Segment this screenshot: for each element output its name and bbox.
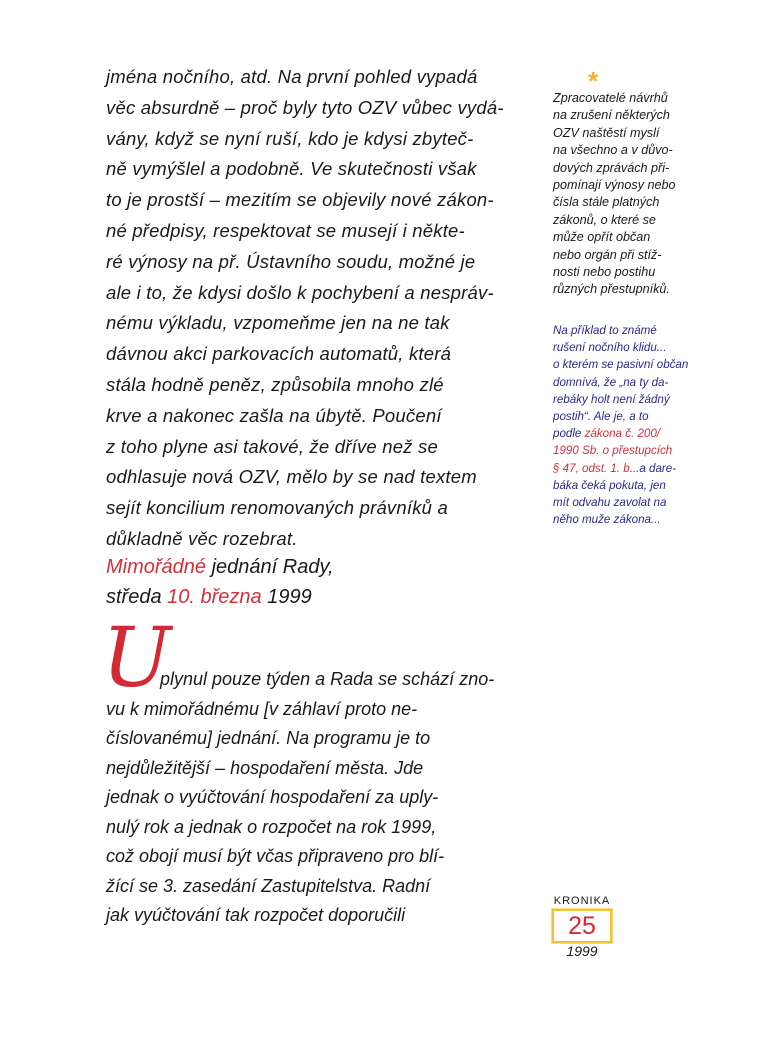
- sidenote-line: může opřít občan: [553, 230, 651, 245]
- main-text-block: [106, 62, 504, 555]
- text-line: důkladně věc rozebrat.: [106, 527, 298, 549]
- text-segment: Mimořádné: [106, 556, 207, 578]
- sidenote-line: pomínají výnosy nebo: [553, 178, 676, 193]
- text-line: žící se 3. zasedání Zastupitelstva. Radní: [106, 875, 431, 896]
- sidenote-line: čísla stále platných: [553, 195, 660, 210]
- text-segment: postih“. Ale je, a to: [553, 410, 649, 424]
- text-line: plynul pouze týden a Rada se schází zno-: [160, 669, 495, 689]
- sidenote-note-line: [553, 442, 688, 459]
- sidenote-line: dových zprávách při-: [553, 160, 670, 175]
- sidenote-line: na všechno a v důvo-: [553, 143, 673, 158]
- sidenote-note-line: [553, 356, 688, 373]
- drop-cap: U: [102, 611, 172, 706]
- sidenote-note-line: [553, 511, 688, 528]
- chronicle-year: 1999: [566, 943, 598, 959]
- section-heading: [106, 552, 334, 612]
- text-line: což obojí musí být včas připraveno pro blí-: [106, 846, 445, 866]
- text-line: jak vyúčtování tak rozpočet doporučili: [106, 905, 406, 925]
- text-line: číslovanému] jednání. Na programu je to: [106, 728, 431, 748]
- text-segment: domnívá, že „na ty da-: [553, 375, 669, 389]
- text-line: ale i to, že kdysi došlo k pochybení a nespráv-: [106, 281, 494, 303]
- text-line: vu k mimořádnému [v záhlaví proto ne-: [106, 698, 418, 719]
- text-line: ně vymýšlel a podobně. Ve skutečnosti však: [106, 158, 477, 180]
- sidenote-note-line: [553, 391, 688, 408]
- sidenote-line: OZV naštěstí myslí: [553, 125, 660, 140]
- asterisk-icon: *: [588, 66, 599, 96]
- text-segment: zákona č. 200/: [584, 427, 661, 441]
- heading-line-1: [106, 552, 334, 582]
- chronicle-label: KRONIKA: [553, 895, 611, 907]
- sidenote-block: [553, 90, 676, 299]
- sidenote-line: nosti nebo postihu: [553, 265, 656, 280]
- text-segment: středa: [106, 586, 168, 608]
- text-segment: jednání Rady,: [206, 556, 334, 578]
- sidenote-note-line: [553, 339, 688, 356]
- text-line: věc absurdně – proč byly tyto OZV vůbec vydá-: [106, 96, 504, 118]
- sidenote-line: na zrušení některých: [553, 108, 670, 123]
- text-segment: 10. března: [167, 586, 262, 608]
- page-number: 25: [552, 909, 612, 943]
- section-paragraph: [106, 665, 494, 931]
- sidenote-line: nebo orgán při stíž-: [553, 247, 662, 262]
- text-segment: 1990 Sb. o přestupcích: [553, 444, 673, 458]
- text-line: stála hodně peněz, způsobila mnoho zlé: [106, 373, 444, 395]
- text-segment: rebáky holt není žádný: [553, 392, 670, 406]
- text-segment: 1999: [261, 586, 312, 608]
- text-line: jména nočního, atd. Na první pohled vypadá: [106, 66, 478, 87]
- text-segment: rušení nočního klidu...: [553, 341, 667, 355]
- sidenote-note-line: [553, 322, 688, 339]
- sidenote-line: zákonů, o které se: [553, 212, 656, 227]
- text-line: jednak o vyúčtování hospodaření za uply-: [106, 787, 439, 807]
- text-segment: Na příklad to známé: [553, 324, 657, 337]
- text-line: to je prostší – mezitím se objevily nové zákon-: [106, 189, 494, 211]
- text-line: nému výkladu, vzpomeňme jen na ne tak: [106, 312, 450, 334]
- text-segment: § 47, odst. 1. b: [553, 461, 630, 475]
- sidenote-line: Zpracovatelé návrhů: [553, 91, 668, 105]
- sidenote-example-block: [553, 322, 688, 528]
- sidenote-note-line: [553, 425, 688, 442]
- sidenote-line: různých přestupníků.: [553, 282, 670, 297]
- text-line: krve a nakonec zašla na úbytě. Poučení: [106, 404, 442, 426]
- text-line: sejít koncilium renomovaných právníků a: [106, 497, 448, 519]
- text-line: nulý rok a jednak o rozpočet na rok 1999,: [106, 816, 437, 837]
- sidenote-note-line: [553, 494, 688, 511]
- text-segment: něho muže zákona...: [553, 513, 661, 527]
- text-line: odhlasuje nová OZV, mělo by se nad textem: [106, 466, 477, 488]
- sidenote-note-line: [553, 408, 688, 425]
- text-segment: podle: [553, 427, 585, 441]
- text-segment: mít odvahu zavolat na: [553, 496, 667, 510]
- text-segment: o kterém se pasivní občan: [553, 358, 689, 372]
- text-segment: ...a dare-: [629, 461, 677, 475]
- text-line: dávnou akci parkovacích automatů, která: [106, 343, 452, 365]
- text-line: vány, když se nyní ruší, kdo je kdysi zbyteč-: [106, 127, 474, 149]
- heading-line-2: [106, 582, 334, 612]
- sidenote-note-line: [553, 374, 688, 391]
- text-line: né předpisy, respektovat se musejí i někte-: [106, 219, 465, 241]
- text-line: z toho plyne asi takové, že dříve než se: [106, 435, 438, 457]
- text-segment: báka čeká pokuta, jen: [553, 478, 666, 492]
- text-line: ré výnosy na př. Ústavního soudu, možné je: [106, 250, 476, 272]
- sidenote-note-line: [553, 460, 688, 477]
- text-line: nejdůležitější – hospodaření města. Jde: [106, 757, 424, 778]
- sidenote-note-line: [553, 477, 688, 494]
- page-footer-stamp: [546, 895, 618, 959]
